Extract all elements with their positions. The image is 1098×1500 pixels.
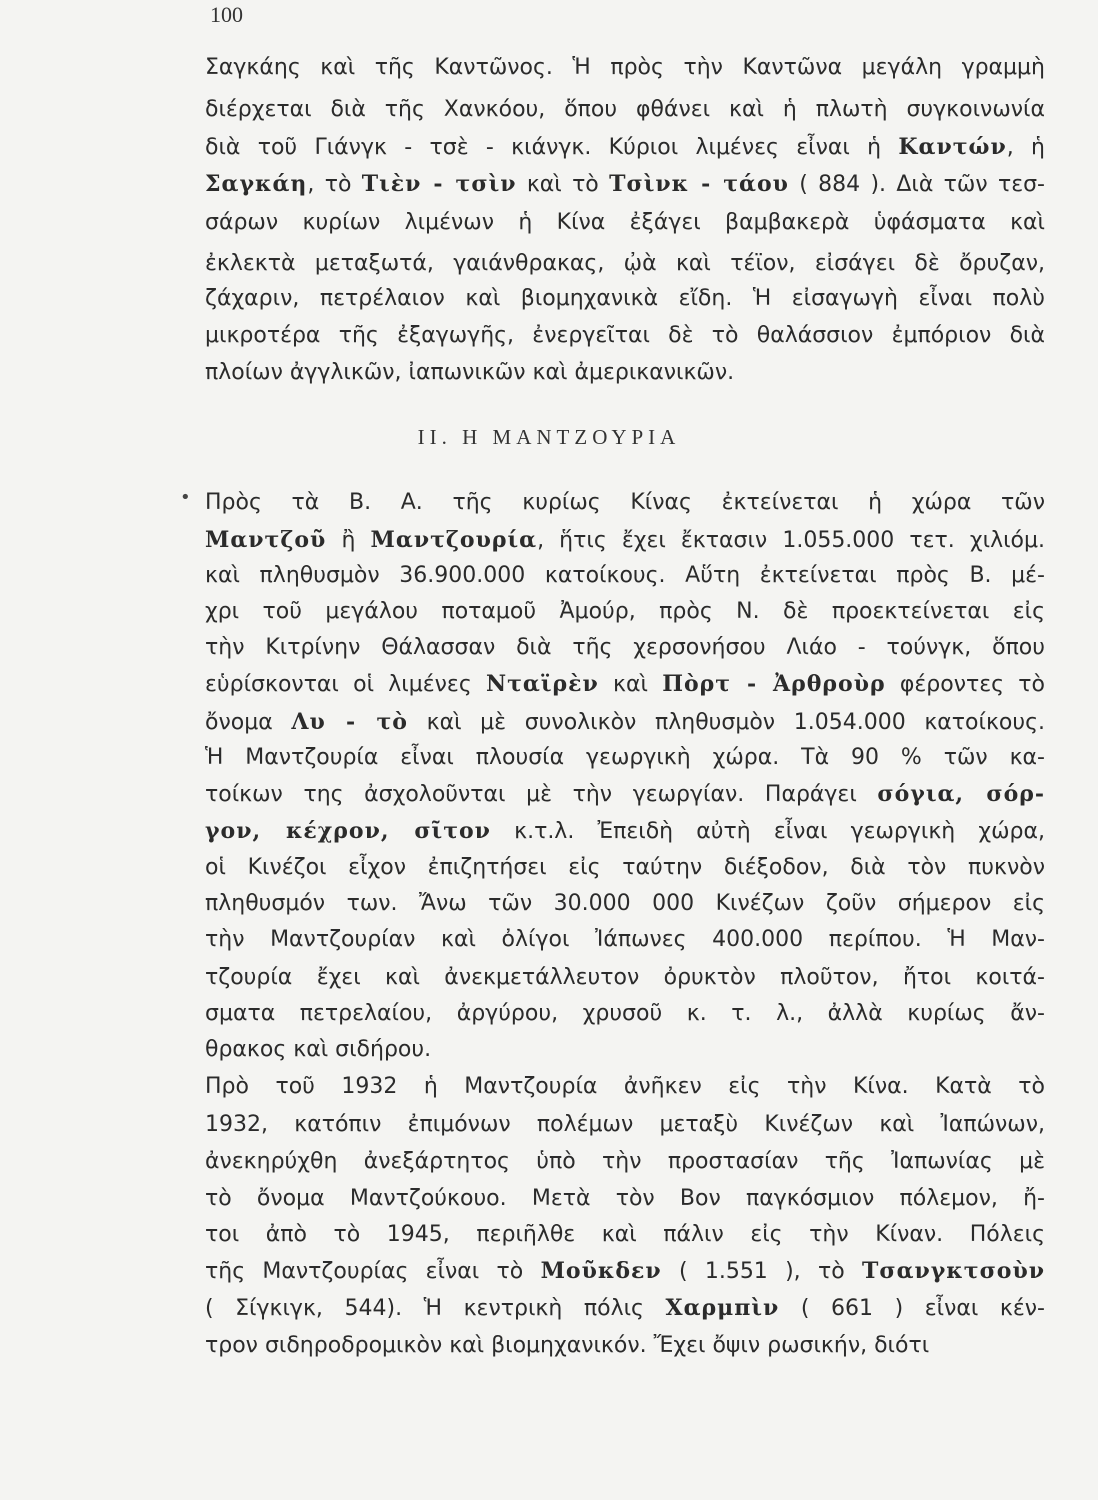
text-run: διέρχεται διὰ τῆς Χανκόου, ὅπου φθάνει καὶ ἡ πλωτὴ συγκοινωνία: [205, 97, 1045, 122]
text-line: [205, 320, 1045, 352]
text-run: τῆς Μαντζουρίας εἶναι τὸ: [205, 1259, 541, 1284]
text-line: [205, 1034, 1045, 1066]
page-number: 100: [210, 2, 243, 27]
bold-term: Τσὶνκ - τάου: [609, 171, 789, 197]
text-line: [205, 962, 1045, 994]
text-run: 1932, κατόπιν ἐπιμόνων πολέμων μεταξὺ Κινέζων καὶ Ἰαπώνων,: [205, 1112, 1045, 1137]
text-run: ἢ: [326, 528, 371, 553]
text-line: [205, 1255, 1045, 1287]
text-line: [205, 560, 1045, 592]
section-heading: II. Η ΜΑΝΤΖΟΥΡΙΑ: [417, 425, 681, 449]
bold-term: Σαγκάη: [205, 171, 308, 197]
text-run: τρον σιδηροδρομικὸν καὶ βιομηχανικόν. Ἔχει ὄψιν ρωσικήν, διότι: [205, 1333, 930, 1358]
text-run: τοι ἀπὸ τὸ 1945, περιῆλθε καὶ πάλιν εἰς τὴν Κίναν. Πόλεις: [205, 1222, 1045, 1247]
text-run: θρακος καὶ σιδήρου.: [205, 1037, 432, 1062]
text-run: , ἥτις ἔχει ἔκτασιν 1.055.000 τετ. χιλιόμ.: [537, 528, 1045, 553]
text-run: χρι τοῦ μεγάλου ποταμοῦ Ἀμούρ, πρὸς Ν. δὲ προεκτείνεται εἰς: [205, 599, 1045, 624]
bold-term: Νταϊρὲν: [486, 671, 599, 697]
text-line: [205, 248, 1045, 280]
bold-term: γον, κέχρον, σῖτον: [205, 818, 491, 844]
bold-term: Μοῦκδεν: [540, 1258, 662, 1284]
text-run: διὰ τοῦ Γιάνγκ - τσὲ - κιάνγκ. Κύριοι λιμένες εἶναι ἡ: [205, 135, 899, 160]
text-run: καὶ τὸ: [516, 172, 610, 197]
text-line: [205, 815, 1045, 847]
text-line: [205, 668, 1045, 700]
text-run: τοίκων της ἀσχολοῦνται μὲ τὴν γεωργίαν. Παράγει: [205, 782, 878, 807]
text-run: Πρὸς τὰ Β. Α. τῆς κυρίως Κίνας ἐκτείνεται ἡ χώρα τῶν: [205, 490, 1045, 515]
text-run: πλοίων ἀγγλικῶν, ἰαπωνικῶν καὶ ἀμερικανικῶν.: [205, 360, 735, 385]
text-line: [205, 888, 1045, 920]
bold-term: Μαντζουρία: [370, 527, 538, 553]
bold-term: Πὸρτ - Ἀρθροὺρ: [662, 671, 886, 697]
text-line: [205, 168, 1045, 200]
text-run: μικροτέρα τῆς ἐξαγωγῆς, ἐνεργεῖται δὲ τὸ θαλάσσιον ἐμπόριον διὰ: [205, 323, 1045, 348]
bold-term: Χαρμπὶν: [665, 1295, 780, 1321]
text-run: ἐκλεκτὰ μεταξωτά, γαιάνθρακας, ᾠὰ καὶ τέϊον, εἰσάγει δὲ ὄρυζαν,: [205, 251, 1045, 276]
text-line: [205, 778, 1045, 810]
text-line: [205, 1146, 1045, 1178]
text-line: [205, 1330, 1045, 1362]
text-run: τὸ ὄνομα Μαντζούκουο. Μετὰ τὸν Βον παγκόσμιον πόλεμον, ἤ-: [205, 1186, 1045, 1211]
text-run: ἀνεκηρύχθη ἀνεξάρτητος ὑπὸ τὴν προστασίαν τῆς Ἰαπωνίας μὲ: [205, 1149, 1045, 1174]
text-line: [205, 1109, 1045, 1141]
text-line: [205, 1071, 1045, 1103]
text-run: τὴν Μαντζουρίαν καὶ ὀλίγοι Ἰάπωνες 400.000 περίπου. Ἡ Μαν-: [205, 927, 1045, 952]
text-line: [205, 94, 1045, 126]
text-run: ( 884 ). Διὰ τῶν τεσ-: [788, 172, 1045, 197]
text-run: ( Σίγκιγκ, 544). Ἡ κεντρικὴ πόλις: [205, 1296, 666, 1321]
text-run: , τὸ: [307, 172, 362, 197]
text-line: [205, 357, 1045, 389]
text-run: εὑρίσκονται οἱ λιμένες: [205, 672, 486, 697]
bold-term: Μαντζοῦ: [205, 527, 327, 553]
text-line: [205, 706, 1045, 738]
text-run: φέροντες τὸ: [885, 672, 1046, 697]
text-run: Πρὸ τοῦ 1932 ἡ Μαντζουρία ἀνῆκεν εἰς τὴν Κίνα. Κατὰ τὸ: [205, 1074, 1045, 1099]
bold-term: σόγια, σόρ-: [877, 781, 1046, 807]
bold-term: Τσανγκτσοὺν: [861, 1258, 1046, 1284]
text-line: [205, 283, 1045, 315]
text-run: ζάχαριν, πετρέλαιον καὶ βιομηχανικὰ εἴδη. Ἡ εἰσαγωγὴ εἶναι πολὺ: [205, 286, 1045, 311]
text-line: [205, 742, 1045, 774]
text-run: καὶ μὲ συνολικὸν πληθυσμὸν 1.054.000 κατοίκους.: [407, 710, 1046, 735]
margin-mark: •: [180, 487, 191, 508]
text-line: [205, 131, 1045, 163]
text-run: ( 661 ) εἶναι κέν-: [779, 1296, 1045, 1321]
bold-term: Καντών: [898, 134, 1007, 160]
text-run: οἱ Κινέζοι εἶχον ἐπιζητήσει εἰς ταύτην διέξοδον, διὰ τὸν πυκνὸν: [205, 855, 1045, 880]
text-line: [205, 852, 1045, 884]
bold-term: Λυ - τὸ: [291, 709, 408, 735]
text-run: ( 1.551 ), τὸ: [661, 1259, 862, 1284]
text-run: καὶ: [598, 672, 663, 697]
text-line: [205, 1292, 1045, 1324]
text-line: [205, 998, 1045, 1030]
text-line: [205, 52, 1045, 84]
text-run: τὴν Κιτρίνην Θάλασσαν διὰ τῆς χερσονήσου Λιάο - τούνγκ, ὅπου: [205, 635, 1045, 660]
text-line: [205, 207, 1045, 239]
text-line: [205, 924, 1045, 956]
text-run: πληθυσμόν των. Ἄνω τῶν 30.000 000 Κινέζων ζοῦν σήμερον εἰς: [205, 891, 1045, 916]
text-run: τζουρία ἔχει καὶ ἀνεκμετάλλευτον ὀρυκτὸν πλοῦτον, ἤτοι κοιτά-: [205, 965, 1045, 990]
text-run: Ἡ Μαντζουρία εἶναι πλουσία γεωργικὴ χώρα. Τὰ 90 % τῶν κα-: [205, 745, 1045, 770]
text-line: [205, 487, 1045, 519]
text-run: σματα πετρελαίου, ἀργύρου, χρυσοῦ κ. τ. λ., ἀλλὰ κυρίως ἄν-: [205, 1001, 1045, 1026]
text-run: καὶ πληθυσμὸν 36.900.000 κατοίκους. Αὕτη ἐκτείνεται πρὸς Β. μέ-: [205, 563, 1045, 588]
text-run: , ἡ: [1006, 135, 1045, 160]
text-line: [205, 632, 1045, 664]
text-line: [205, 1219, 1045, 1251]
text-run: σάρων κυρίων λιμένων ἡ Κίνα ἐξάγει βαμβακερὰ ὑφάσματα καὶ: [205, 210, 1045, 235]
text-run: ὄνομα: [205, 710, 292, 735]
text-run: Σαγκάης καὶ τῆς Καντῶνος. Ἡ πρὸς τὴν Καντῶνα μεγάλη γραμμὴ: [205, 55, 1045, 80]
bold-term: Τιὲν - τσὶν: [361, 171, 517, 197]
text-run: κ.τ.λ. Ἐπειδὴ αὐτὴ εἶναι γεωργικὴ χώρα,: [490, 819, 1045, 844]
text-line: [205, 596, 1045, 628]
text-line: [205, 1183, 1045, 1215]
text-line: [205, 524, 1045, 556]
